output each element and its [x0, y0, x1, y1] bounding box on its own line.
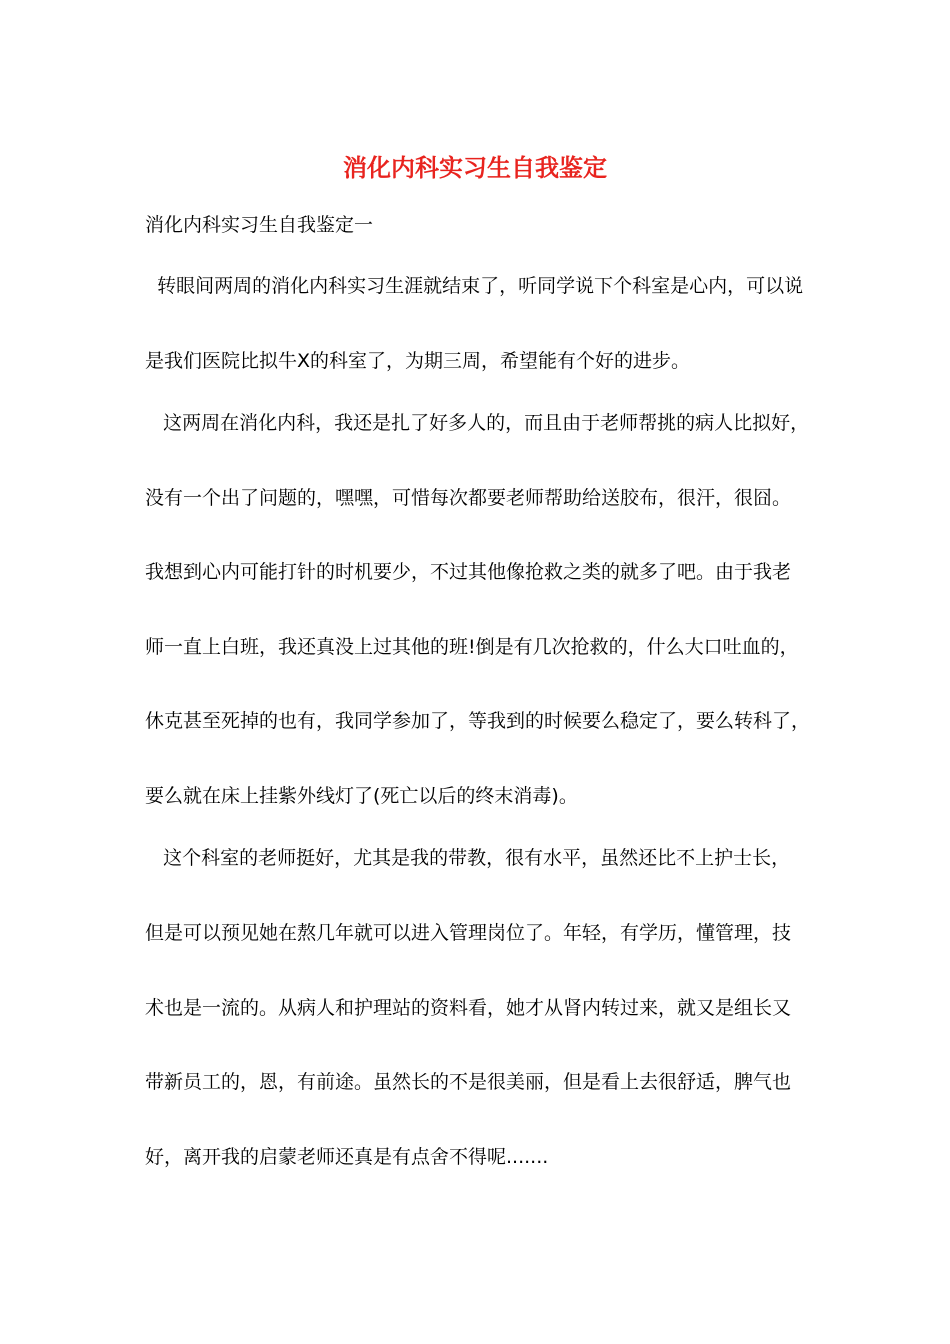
- paragraph-line: 休克甚至死掉的也有，我同学参加了，等我到的时候要么稳定了，要么转科了，: [145, 710, 811, 732]
- paragraph-line: 带新员工的，恩，有前途。虽然长的不是很美丽，但是看上去很舒适，脾气也: [145, 1071, 792, 1093]
- paragraph-line: 这个科室的老师挺好，尤其是我的带教，很有水平，虽然还比不上护士长，: [145, 847, 791, 869]
- paragraph-line: 好，离开我的启蒙老师还真是有点舍不得呢.......: [145, 1146, 549, 1168]
- paragraph-line: 是我们医院比拟牛X的科室了，为期三周，希望能有个好的进步。: [145, 350, 691, 372]
- paragraph-line: 我想到心内可能打针的时机要少，不过其他像抢救之类的就多了吧。由于我老: [145, 561, 792, 583]
- paragraph-line: 要么就在床上挂紫外线灯了(死亡以后的终末消毒)。: [145, 785, 578, 807]
- paragraph-line: 但是可以预见她在熬几年就可以进入管理岗位了。年轻，有学历，懂管理，技: [145, 922, 792, 944]
- paragraph-line: 转眼间两周的消化内科实习生涯就结束了，听同学说下个科室是心内，可以说: [145, 275, 804, 297]
- paragraph-line: 师一直上白班，我还真没上过其他的班!倒是有几次抢救的，什么大口吐血的，: [145, 636, 799, 658]
- document-title: 消化内科实习生自我鉴定: [343, 153, 607, 182]
- section-heading: 消化内科实习生自我鉴定一: [145, 214, 374, 236]
- paragraph-line: 术也是一流的。从病人和护理站的资料看，她才从肾内转过来，就又是组长又: [145, 997, 792, 1019]
- paragraph-line: 没有一个出了问题的，嘿嘿，可惜每次都要老师帮助给送胶布，很汗，很囧。: [145, 487, 792, 509]
- paragraph-line: 这两周在消化内科，我还是扎了好多人的，而且由于老师帮挑的病人比拟好，: [145, 412, 810, 434]
